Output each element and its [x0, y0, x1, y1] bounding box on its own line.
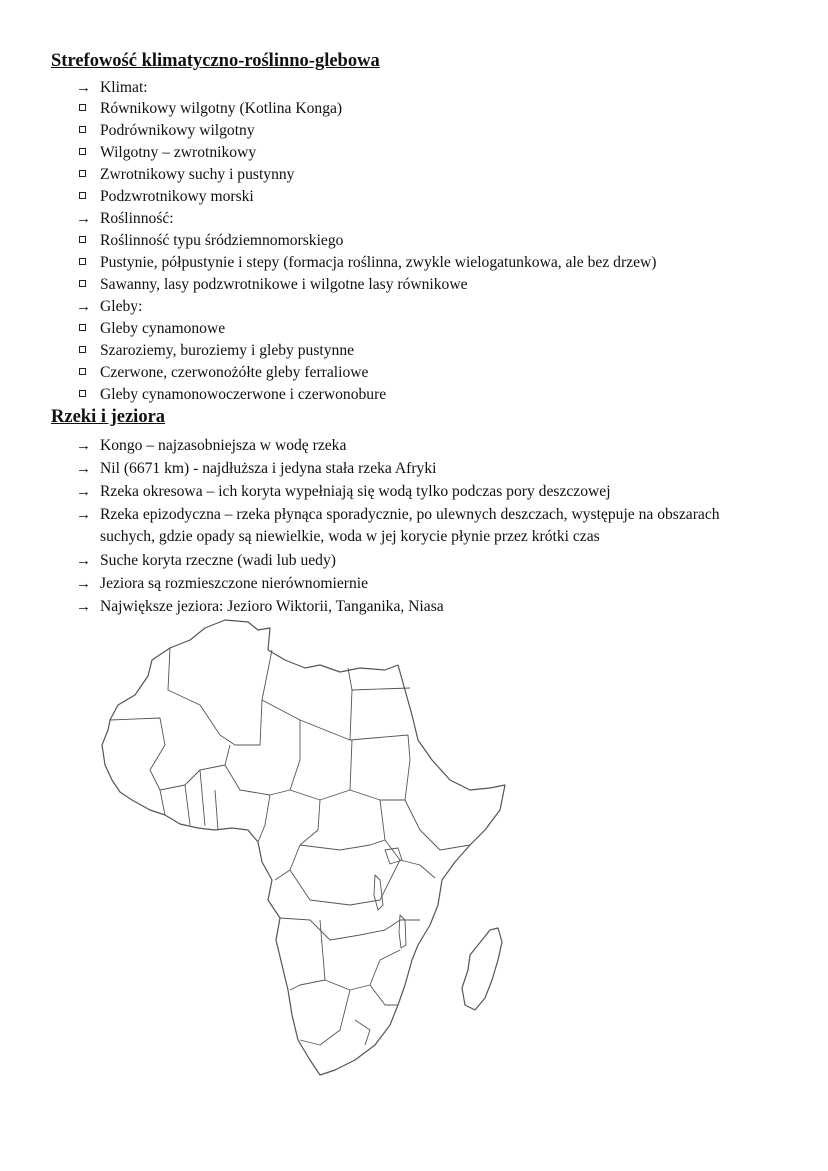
list-item: Roślinność typu śródziemnomorskiego — [100, 232, 344, 249]
list-item: Gleby cynamonowe — [100, 320, 226, 337]
arrow-icon: → — [76, 553, 91, 569]
africa-outline-map-icon — [95, 614, 515, 1084]
list-item: Gleby cynamonowoczerwone i czerwonobure — [100, 386, 387, 403]
arrow-icon: → — [76, 299, 91, 315]
square-bullet-icon — [79, 280, 86, 287]
square-bullet-icon — [79, 170, 86, 177]
square-bullet-icon — [79, 192, 86, 199]
list-item: Kongo – najzasobniejsza w wodę rzeka — [100, 437, 347, 454]
list-item: Podzwrotnikowy morski — [100, 188, 254, 205]
square-bullet-icon — [79, 236, 86, 243]
madagascar-outline — [462, 928, 502, 1010]
arrow-icon: → — [76, 211, 91, 227]
square-bullet-icon — [79, 258, 86, 265]
square-bullet-icon — [79, 324, 86, 331]
section-title-rivers: Rzeki i jeziora — [51, 407, 166, 427]
list-item: Największe jeziora: Jezioro Wiktorii, Tanganika, Niasa — [100, 598, 444, 615]
list-item: Suche koryta rzeczne (wadi lub uedy) — [100, 552, 336, 569]
list-item: Równikowy wilgotny (Kotlina Konga) — [100, 100, 343, 117]
list-item: Klimat: — [100, 79, 148, 96]
arrow-icon: → — [76, 576, 91, 592]
section-title-climate: Strefowość klimatyczno-roślinno-glebowa — [51, 51, 380, 71]
list-item: Rzeka okresowa – ich koryta wypełniają się wodą tylko podczas pory deszczowej — [100, 483, 611, 500]
list-item-continuation: suchych, gdzie opady są niewielkie, woda w jej korycie płynie przez krótki czas — [100, 528, 600, 545]
list-item: Szaroziemy, buroziemy i gleby pustynne — [100, 342, 355, 359]
square-bullet-icon — [79, 104, 86, 111]
square-bullet-icon — [79, 126, 86, 133]
list-item: Nil (6671 km) - najdłuższa i jedyna stała rzeka Afryki — [100, 460, 437, 477]
list-item: Wilgotny – zwrotnikowy — [100, 144, 257, 161]
country-borders — [110, 648, 470, 1045]
square-bullet-icon — [79, 346, 86, 353]
list-item: Podrównikowy wilgotny — [100, 122, 255, 139]
list-item: Pustynie, półpustynie i stepy (formacja roślinna, zwykle wielogatunkowa, ale bez drzew) — [100, 254, 657, 271]
list-item: Roślinność: — [100, 210, 174, 227]
square-bullet-icon — [79, 148, 86, 155]
list-item: Jeziora są rozmieszczone nierównomiernie — [100, 575, 369, 592]
list-item: Rzeka epizodyczna – rzeka płynąca sporadycznie, po ulewnych deszczach, występuje na obszarach — [100, 506, 720, 523]
arrow-icon: → — [76, 599, 91, 615]
list-item: Sawanny, lasy podzwrotnikowe i wilgotne lasy równikowe — [100, 276, 468, 293]
square-bullet-icon — [79, 390, 86, 397]
arrow-icon: → — [76, 461, 91, 477]
arrow-icon: → — [76, 438, 91, 454]
list-item: Gleby: — [100, 298, 143, 315]
arrow-icon: → — [76, 484, 91, 500]
square-bullet-icon — [79, 368, 86, 375]
arrow-icon: → — [76, 507, 91, 523]
lake-tanganyika — [374, 875, 383, 910]
africa-coastline — [102, 620, 505, 1075]
list-item: Zwrotnikowy suchy i pustynny — [100, 166, 295, 183]
arrow-icon: → — [76, 80, 91, 96]
list-item: Czerwone, czerwonożółte gleby ferraliowe — [100, 364, 369, 381]
